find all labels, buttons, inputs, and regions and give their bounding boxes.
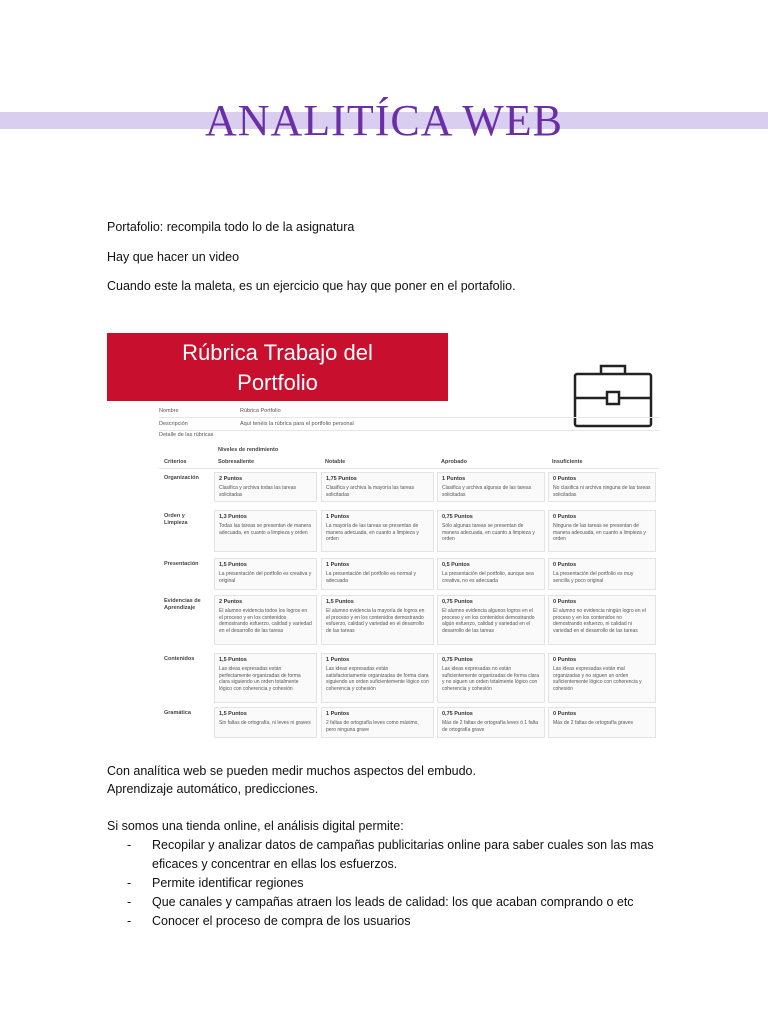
cell-desc: El alumno evidencia algunos logros en el proceso y en los contenidos demostrando algún esfuerzo, calidad y variedad en el desarrollo de las tareas <box>442 608 535 634</box>
cell-points: 0 Puntos <box>553 711 577 717</box>
cell-desc: El alumno evidencia la mayoría de logros en el proceso y en los contenidos demostrando esfuerzo, calidad y variedad en el desarrollo de las tareas <box>326 608 425 634</box>
list-item <box>107 836 667 874</box>
criterion-label: Evidencias de Aprendizaje <box>164 598 201 611</box>
header-notable: Notable <box>325 459 346 465</box>
cell-points: 1 Puntos <box>326 711 350 717</box>
cell-points: 1,5 Puntos <box>219 657 247 663</box>
briefcase-icon <box>571 358 655 430</box>
rubric-cell <box>437 707 545 738</box>
cell-points: 0,75 Puntos <box>442 514 473 520</box>
rubric-cell <box>214 558 317 590</box>
cell-points: 1 Puntos <box>326 562 350 568</box>
cell-desc: Todas las tareas se presentan de manera adecuada, en cuanto a limpieza y orden <box>219 523 311 536</box>
meta-value: Rúbrica Portfolio <box>240 408 281 414</box>
rubric-cell <box>437 653 545 703</box>
list-item <box>107 912 667 931</box>
body-line: Si somos una tienda online, el análisis digital permite: <box>107 819 404 833</box>
cell-points: 0 Puntos <box>553 657 577 663</box>
rubric-cell <box>548 472 656 502</box>
body-line: Aprendizaje automático, predicciones. <box>107 782 319 796</box>
header-insuficiente: Insuficiente <box>552 459 583 465</box>
cell-desc: Clasifica y archiva todas las tareas solicitadas <box>219 485 296 498</box>
rubric-cell <box>214 653 317 703</box>
rubric-image <box>107 333 661 741</box>
bullet-marker: - <box>127 895 132 909</box>
rubric-cell <box>437 472 545 502</box>
rubric-cell <box>548 707 656 738</box>
cell-points: 1 Puntos <box>326 514 350 520</box>
cell-desc: Más de 2 faltas de ortografía graves <box>553 720 634 726</box>
bullet-marker: - <box>127 876 132 890</box>
meta-label: Descripción <box>159 421 188 427</box>
rubric-cell <box>437 595 545 645</box>
criterion-label: Orden y Limpieza <box>164 513 188 526</box>
cell-desc: El alumno evidencia todos los logros en el proceso y en los contenidos demostrando esfuerzo, calidad y variedad en el desarrollo de las tareas <box>219 608 312 634</box>
cell-points: 0 Puntos <box>553 562 577 568</box>
rubric-cell <box>321 653 434 703</box>
rubric-cell <box>548 558 656 590</box>
banner-line: Portfolio <box>237 370 318 395</box>
cell-desc: La presentación del portfolio, aunque sea creativa, no es adecuada <box>442 571 534 584</box>
list-item-text: Conocer el proceso de compra de los usuarios <box>152 914 411 928</box>
bullet-list <box>107 836 667 931</box>
intro-line: Portafolio: recompila todo lo de la asignatura <box>107 220 355 234</box>
criterion-label: Contenidos <box>164 656 195 662</box>
cell-points: 0,5 Puntos <box>442 562 470 568</box>
list-item <box>107 874 667 893</box>
rubric-cell <box>321 558 434 590</box>
cell-points: 1 Puntos <box>326 657 350 663</box>
rubric-cell <box>321 595 434 645</box>
meta-label: Detalle de las rúbricas <box>159 432 214 438</box>
list-item-text: Que canales y campañas atraen los leads de calidad: los que acaban comprando o etc <box>152 895 634 909</box>
bullet-marker: - <box>127 838 132 852</box>
cell-desc: Las ideas expresadas están perfectamente organizadas de forma clara siguiendo un orden totalmente lógico con coherencia y cohesión <box>219 666 301 692</box>
list-item-text: Permite identificar regiones <box>152 876 304 890</box>
cell-desc: La presentación del portfolio es muy sencilla y poco original <box>553 571 634 584</box>
cell-desc: Más de 2 faltas de ortografía leves ó 1 falta de ortografía grave <box>442 720 538 733</box>
header-aprobado: Aprobado <box>441 459 467 465</box>
cell-desc: Las ideas expresadas no están suficientemente organizadas de forma clara y no siguen un orden totalmente lógico con coherencia y cohesión <box>442 666 539 692</box>
list-item-text: Recopilar y analizar datos de campañas publicitarias online para saber cuales son las mas eficaces y concentrar en ellas los esfuerzos. <box>152 838 654 871</box>
cell-desc: La presentación del portfolio es creativa y original <box>219 571 312 584</box>
rubric-cell <box>437 558 545 590</box>
cell-desc: La mayoría de las tareas se presentan de manera adecuada, en cuanto a limpieza y orden <box>326 523 419 542</box>
cell-points: 1,75 Puntos <box>326 476 357 482</box>
rubric-cell <box>548 595 656 645</box>
rubric-cell <box>548 653 656 703</box>
rubric-cell <box>321 510 434 552</box>
intro-line: Cuando este la maleta, es un ejercicio que hay que poner en el portafolio. <box>107 279 516 293</box>
cell-desc: Clasifica y archiva algunas de las tareas solicitadas <box>442 485 532 498</box>
list-item <box>107 893 667 912</box>
rubric-banner-title <box>107 338 448 398</box>
criterion-label: Presentación <box>164 561 199 567</box>
meta-value: Aquí tenéis la rúbrica para el portfolio personal <box>240 421 354 427</box>
cell-points: 1,3 Puntos <box>219 514 247 520</box>
divider <box>159 417 659 418</box>
cell-points: 0 Puntos <box>553 514 577 520</box>
criterion-label: Gramática <box>164 710 191 716</box>
rubric-cell <box>437 510 545 552</box>
bullet-marker: - <box>127 914 132 928</box>
divider <box>159 468 659 469</box>
rubric-cell <box>321 707 434 738</box>
cell-points: 2 Puntos <box>219 599 243 605</box>
header-criterios: Criterios <box>164 459 187 465</box>
cell-desc: Las ideas expresadas están satisfactoriamente organizadas de forma clara siguiendo un orden suficientemente lógico con coherencia y cohesión <box>326 666 429 692</box>
cell-points: 0,75 Puntos <box>442 657 473 663</box>
rubric-cell <box>321 472 434 502</box>
cell-points: 1,5 Puntos <box>219 562 247 568</box>
cell-desc: Clasifica y archiva la mayoría las tareas solicitadas <box>326 485 415 498</box>
rubric-banner <box>107 333 448 401</box>
body-line: Con analítica web se pueden medir muchos aspectos del embudo. <box>107 764 476 778</box>
cell-desc: Ninguna de las tareas se presentan de manera adecuada, en cuanto a limpieza y orden <box>553 523 646 542</box>
cell-points: 1 Puntos <box>442 476 466 482</box>
header-sobresaliente: Sobresaliente <box>218 459 255 465</box>
cell-desc: 2 faltas de ortografía leves como máximo, pero ninguna grave <box>326 720 419 733</box>
criterion-label: Organización <box>164 475 199 481</box>
cell-points: 1,5 Puntos <box>326 599 354 605</box>
divider <box>159 430 659 431</box>
meta-label: Nombre <box>159 408 179 414</box>
intro-line: Hay que hacer un video <box>107 250 240 264</box>
cell-points: 0 Puntos <box>553 599 577 605</box>
cell-desc: Sólo algunas tareas se presentan de manera adecuada, en cuanto a limpieza y orden <box>442 523 535 542</box>
cell-desc: El alumno no evidencia ningún logro en el proceso y en los contenidos no demostrando esfuerzo, ni calidad ni variedad en el desarrollo de las tareas <box>553 608 646 634</box>
cell-points: 1,5 Puntos <box>219 711 247 717</box>
rubric-cell <box>214 707 317 738</box>
rubric-cell <box>214 595 317 645</box>
levels-caption: Niveles de rendimiento <box>218 447 279 453</box>
cell-desc: La presentación del portfolio es normal y adecuada <box>326 571 417 584</box>
cell-desc: No clasifica ni archiva ninguna de las tareas solicitadas <box>553 485 651 498</box>
cell-desc: Sin faltas de ortografía, ni leves ni graves <box>219 720 311 726</box>
rubric-cell <box>214 472 317 502</box>
cell-points: 0,75 Puntos <box>442 599 473 605</box>
cell-points: 2 Puntos <box>219 476 243 482</box>
cell-desc: Las ideas expresadas están mal organizadas y no siguen un orden suficientemente lógico con coherencia y cohesión <box>553 666 642 692</box>
cell-points: 0,75 Puntos <box>442 711 473 717</box>
banner-line: Rúbrica Trabajo del <box>182 340 373 365</box>
page-title: ANALITÍCA WEB <box>204 96 564 145</box>
rubric-cell <box>548 510 656 552</box>
rubric-cell <box>214 510 317 552</box>
cell-points: 0 Puntos <box>553 476 577 482</box>
